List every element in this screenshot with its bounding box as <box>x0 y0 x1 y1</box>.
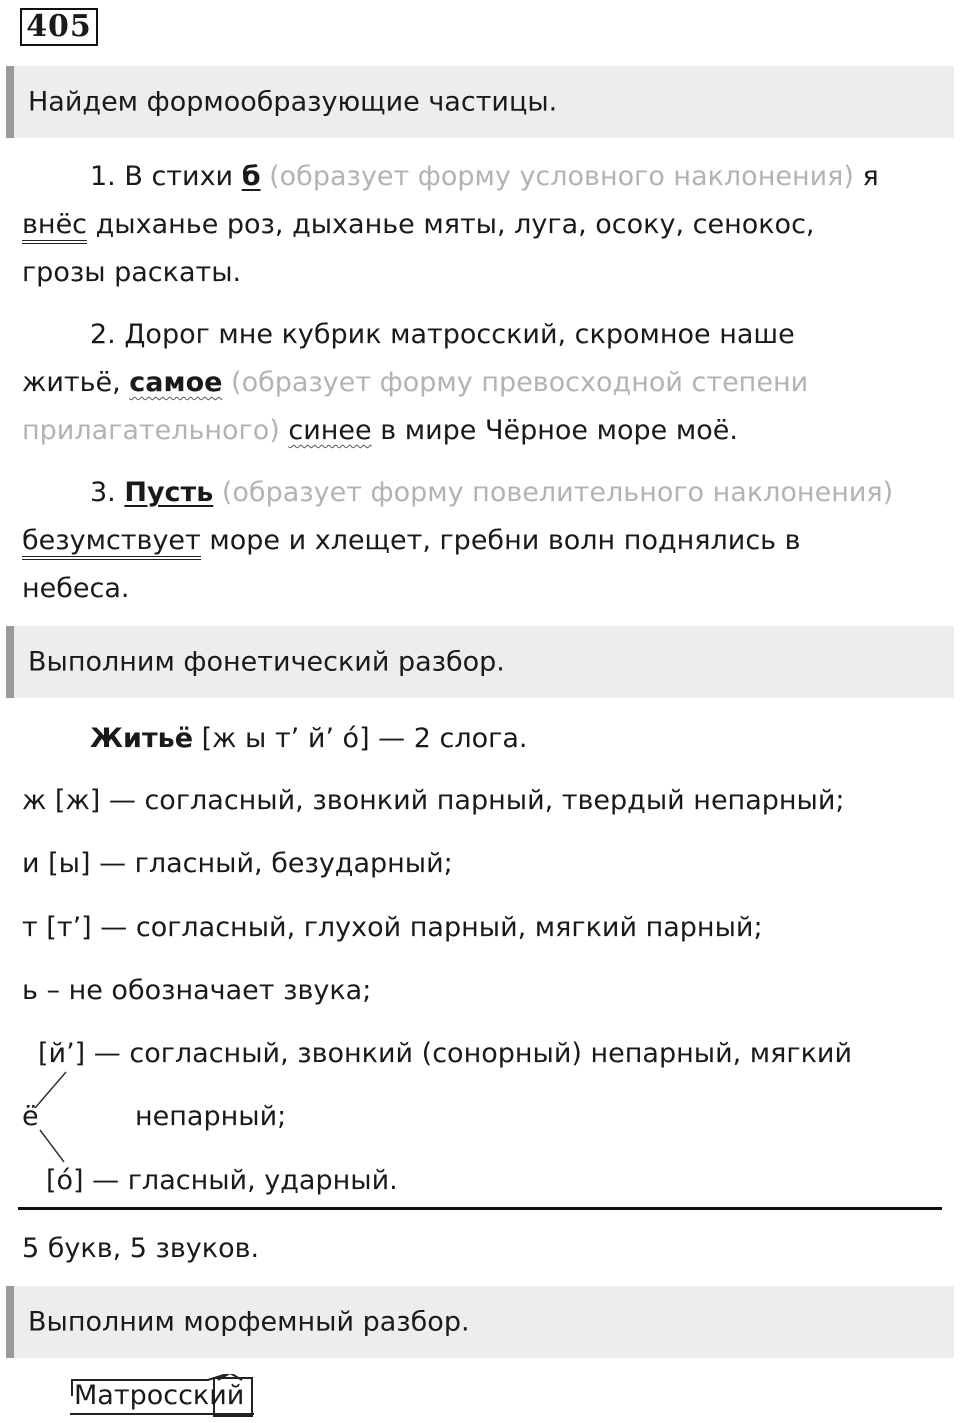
verb-predicate: безумствует <box>22 525 201 560</box>
sentence-1-line-1 <box>90 160 879 194</box>
particle-samoe: самое <box>129 367 223 398</box>
phonetic-line-i: и [ы] — гласный, безударный; <box>22 848 453 879</box>
phonetic-word-line <box>90 722 527 756</box>
particle-b: б <box>241 161 261 192</box>
sentence-3-line-2 <box>22 524 801 558</box>
phonetic-line-zh: ж [ж] — согласный, звонкий парный, твердый непарный; <box>22 785 845 816</box>
particle-pust: Пусть <box>124 477 214 508</box>
phonetic-line-soft-sign: ь – не обозначает звука; <box>22 975 372 1006</box>
text: житьё, <box>22 367 130 398</box>
heading-text: Найдем формообразующие частицы. <box>28 86 558 118</box>
text: я <box>853 161 879 192</box>
section-heading-phonetic <box>6 626 954 698</box>
exercise-number: 405 <box>20 8 98 46</box>
heading-text: Выполним морфемный разбор. <box>28 1306 470 1338</box>
word-text: Матросский <box>74 1380 245 1411</box>
text: грозы раскаты. <box>22 257 242 288</box>
text: в мире Чёрное море моё. <box>371 415 738 446</box>
phonetic-line-y: [й’] — согласный, звонкий (сонорный) непарный, мягкий <box>38 1038 852 1069</box>
heading-text: Выполним фонетический разбор. <box>28 646 505 678</box>
summary-total: 5 букв, 5 звуков. <box>22 1233 260 1264</box>
sentence-3-line-1 <box>90 476 893 510</box>
phonetic-line-o: [о́] — гласный, ударный. <box>46 1165 398 1196</box>
text: дыханье роз, дыханье мяты, луга, осоку, сенокос, <box>87 209 815 240</box>
text: море и хлещет, гребни волн поднялись в <box>200 525 801 556</box>
text: 3. <box>90 477 125 508</box>
text: 1. В стихи <box>90 161 242 192</box>
adjective-sinee: синее <box>288 415 372 446</box>
sentence-2-line-2 <box>22 366 808 400</box>
transcription: [ж ы т’ й’ о́] — 2 слога. <box>193 723 528 754</box>
text: 2. Дорог мне кубрик матросский, скромное наше <box>90 319 795 350</box>
particle-note: (образует форму условного наклонения) <box>260 161 854 192</box>
particle-note-cont: прилагательного) <box>22 415 280 446</box>
sentence-3-line-3 <box>22 572 130 606</box>
particle-note: (образует форму повелительного наклонения) <box>213 477 894 508</box>
yo-branch-lines <box>30 1068 80 1168</box>
sentence-2-line-1 <box>90 318 795 352</box>
sentence-1-line-3 <box>22 256 241 290</box>
sentence-2-line-3 <box>22 414 738 448</box>
sentence-1-line-2 <box>22 208 815 242</box>
section-heading-morphemic <box>6 1286 954 1358</box>
phonetic-line-t: т [т’] — согласный, глухой парный, мягкий парный; <box>22 912 763 943</box>
phonetic-line-y-cont: непарный; <box>135 1101 287 1132</box>
summary-divider <box>18 1207 942 1210</box>
verb-predicate: внёс <box>22 209 87 244</box>
text: небеса. <box>22 573 130 604</box>
particle-note: (образует форму превосходной степени <box>222 367 809 398</box>
yo-letter: ё <box>22 1101 39 1132</box>
section-heading-particles <box>6 66 954 138</box>
analyzed-word: Житьё <box>90 723 194 754</box>
